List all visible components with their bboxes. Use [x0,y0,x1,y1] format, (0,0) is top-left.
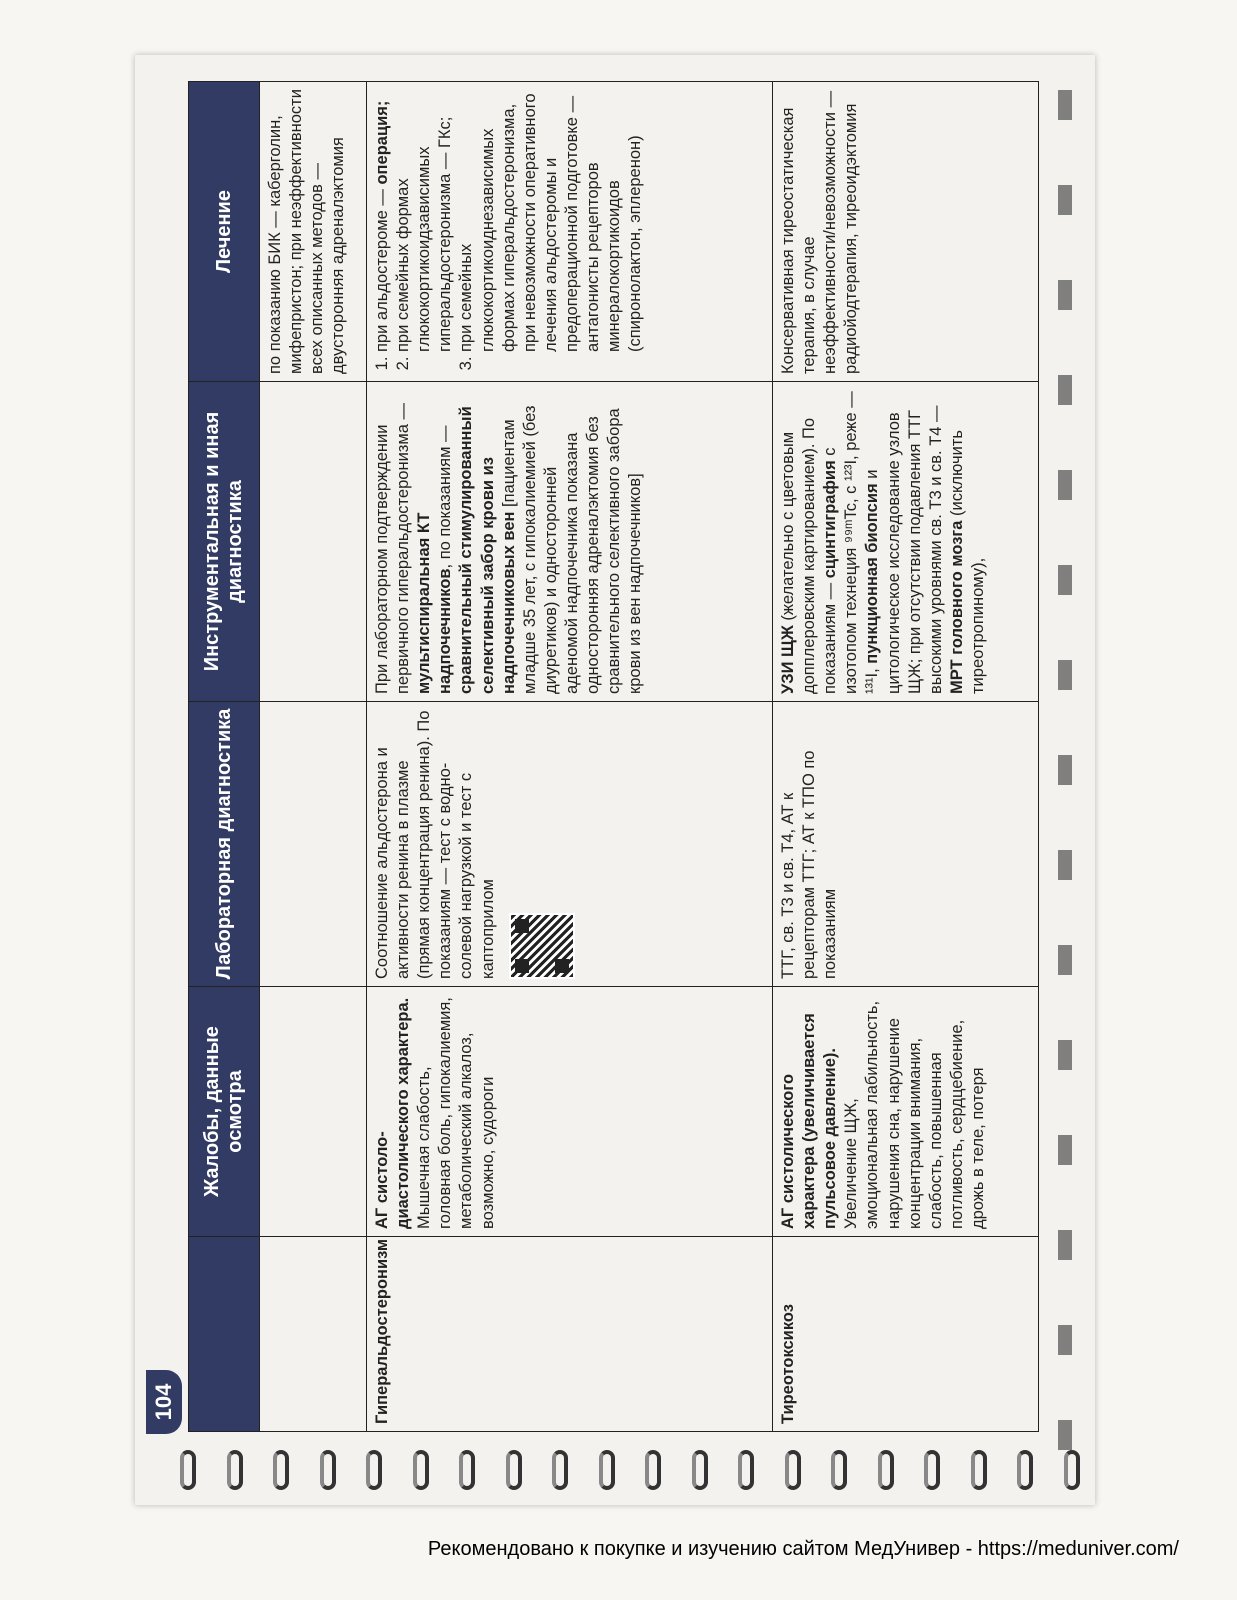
table-row-hyperaldosteronism [367,82,773,1432]
table-row-continuation [260,82,367,1432]
treatment-cell [367,82,773,382]
lab-cell: Соотношение альдостерона и активности ренина в плазме (прямая концентрация ренина). По показаниям — тест с водно-солевой нагрузкой и тест с каптоприлом [367,702,773,987]
header-disease [189,1237,260,1432]
treatment-cell: по показанию БИК — каберголин, мифепристон; при неэффективности всех описанных методов — двусторонняя адреналэктомия [260,82,367,382]
instrumental-cell: При лабораторном подтверждении первичного гиперальдостеронизма — мультиспиральная КТ надпочечников, по показаниям — сравнительный стимулированный селективный забор крови из надпочечниковых вен [пациентам младше 35 лет, с гипокалиемией (без диуретиков) и односторонней аденомой надпочечника показана односторонняя адреналэктомия без сравнительного селективного забора крови из вен надпочечников] [367,382,773,702]
disease-cell: Тиреотоксикоз [773,1237,1039,1432]
header-complaints: Жалобы, данные осмотра [189,987,260,1237]
rotated-table-area [151,62,1038,1432]
complaints-cell: АГ систолического характера (увеличивается пульсовое давление). Увеличение ЩЖ, эмоциональная лабильность, нарушения сна, нарушение концентрации внимания, слабость, повышенная потливость, сердцебиение, дрожь в теле, потеря [773,987,1039,1237]
treatment-list [372,89,646,374]
complaints-cell: АГ систоло-диастолического характера. Мышечная слабость, головная боль, гипокалиемия, метаболический алкалоз, возможно, судороги [367,987,773,1237]
page-number: 104 [146,1370,182,1434]
qr-code-icon [509,913,575,979]
instrumental-cell: УЗИ ЩЖ (желательно с цветовым допплеровским картированием). По показаниям — сцинтиграфия с изотопом технеция ⁹⁹ᵐTc, с ¹²³I, реже — ¹³¹I, пункционная биопсия и цитологическое исследование узлов ЩЖ; при отсутствии подавления ТТГ высокими уровнями св. Т3 и св. Т4 — МРТ головного мозга (исключить тиреотропиному), [773,382,1039,702]
table-row-thyrotoxicosis [773,82,1039,1432]
list-item: 2. при семейных формах глюкокортикоидзависимых гиперальдостеронизма — ГКс; [393,89,456,352]
diagnosis-table [188,81,1039,1432]
list-item: 1. при альдостероме — операция; [372,89,393,352]
footer-note: Рекомендовано к покупке и изучению сайтом МедУнивер - https://meduniver.com/ [427,1538,1179,1560]
spiral-binding [180,1450,1080,1495]
page-edge-binding [1058,90,1072,1450]
header-lab: Лабораторная диагностика [189,702,260,987]
table-header-row [189,82,260,1432]
disease-cell: Гиперальдостеронизм [367,1237,773,1432]
list-item: 3. при семейных глюкокортикоиднезависимых формах гиперальдостеронизма, при невозможности оперативного лечения альдостеромы и предоперационной подготовке — антагонисты рецепторов минералокортикоидов (спиронолактон, эплеренон) [456,89,646,352]
lab-cell: ТТГ, св. Т3 и св. Т4, АТ к рецепторам ТТГ; АТ к ТПО по показаниям [773,702,1039,987]
header-instrumental: Инструментальная и иная диагностика [189,382,260,702]
header-treatment: Лечение [189,82,260,382]
treatment-cell: Консервативная тиреостатическая терапия, в случае неэффективности/невозможности — радиойодтерапия, тиреоидэктомия [773,82,1039,382]
